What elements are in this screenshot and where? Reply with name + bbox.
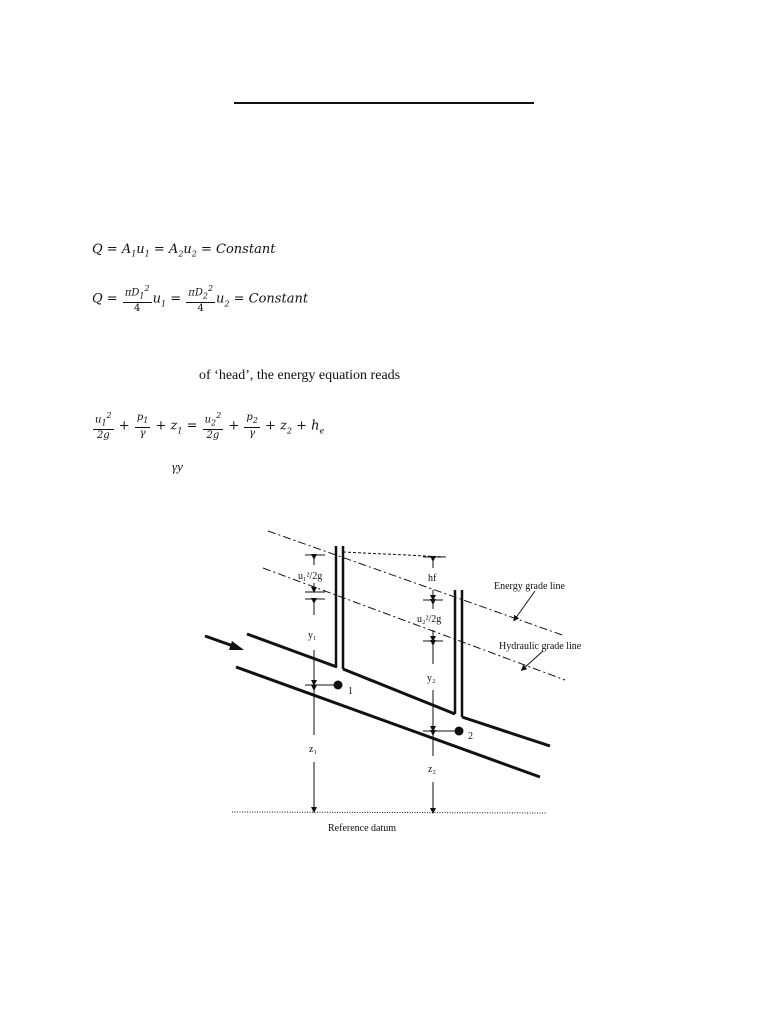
energy-equation: $\frac{u_1^2}{2g}$ + $\frac{p_1}{\gamma}$ + $z_1$ = $\frac{u_2^2}{2g}$ + $\frac{p_2}{\gamma}$ + $z_2 + h_e$ [95, 411, 325, 442]
continuity-diameter-equation: Q = $\frac{\pi D_1^2}{4}$ $u_1$ = $\frac{\pi D_2^2}{4}$ $u_2$ = Constant [92, 284, 309, 315]
head-loss-reference-line [343, 552, 447, 557]
velocity-head-1-label: u₁²/2g [298, 571, 323, 582]
reference-datum-label: Reference datum [328, 823, 397, 834]
energy-grade-line-label: Energy grade line [494, 581, 565, 592]
hydraulic-grade-line-label: Hydraulic grade line [499, 641, 582, 652]
y2-label: y₂ [427, 673, 436, 684]
pipe-lower-wall [236, 667, 540, 777]
pipe-upper-wall-mid [343, 669, 455, 714]
reference-datum-line [232, 812, 547, 813]
continuity-equation: $Q = A_1u_1 = A_2u_2$ = Constant [92, 242, 276, 259]
head-loss-label: hf [428, 573, 437, 584]
z1-label: z₁ [309, 744, 317, 755]
point-1-label: 1 [348, 686, 353, 697]
point-1-marker [334, 681, 343, 690]
velocity-head-2-label: u₂²/2g [417, 614, 442, 625]
point-2-label: 2 [468, 731, 473, 742]
z2-label: z₂ [428, 764, 436, 775]
flow-arrow-head [229, 641, 244, 650]
energy-equation-intro: of ‘head’, the energy equation reads [199, 368, 401, 383]
y1-label: y₁ [308, 630, 317, 641]
pipe-upper-wall-left [247, 634, 337, 667]
gamma-fragment: γy [172, 459, 183, 474]
pipe-upper-wall-right [462, 717, 550, 746]
point-2-marker [455, 727, 464, 736]
